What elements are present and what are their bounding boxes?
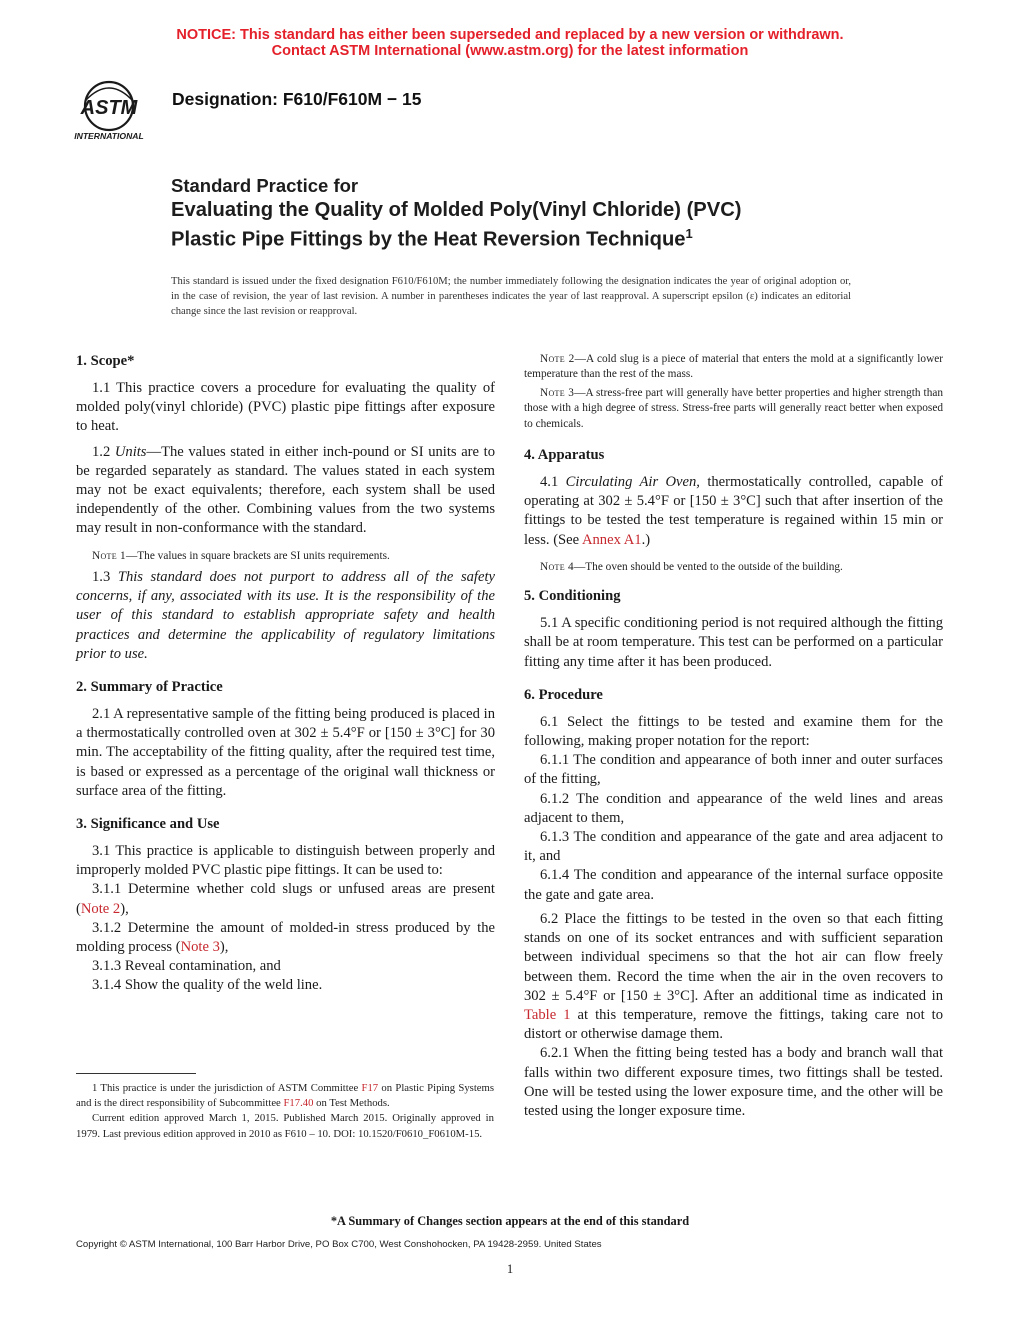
para-6-1-1: 6.1.1 The condition and appearance of both inner and outer surfaces of the fitting, — [524, 752, 943, 788]
para-6-1-4: 6.1.4 The condition and appearance of the internal surface opposite the gate and gate area. — [524, 867, 943, 903]
footnote-1-text-a: 1 This practice is under the jurisdiction of ASTM Committee — [92, 1082, 362, 1094]
para-1-2-rest: —The values stated in either inch-pound or SI units are to be regarded separately as standard. The values stated in each system may not be exact equivalents; therefore, each system shall be used independently of the other. Combining values from the two systems may result in non-conformance with the standard. — [76, 443, 495, 537]
logo-letters: ASTM — [80, 97, 138, 119]
summary-of-changes-notice: *A Summary of Changes section appears at the end of this standard — [330, 1214, 690, 1228]
left-column — [76, 352, 495, 996]
para-3-1-4: 3.1.4 Show the quality of the weld line. — [92, 977, 323, 994]
para-3-1-2-end: ), — [219, 939, 229, 956]
table-1-link[interactable]: Table 1 — [524, 1006, 571, 1023]
title-line-3 — [171, 226, 693, 252]
para-1-3-num: 1.3 — [92, 569, 118, 586]
para-6-2-1: 6.2.1 When the fitting being tested has a body and branch wall that falls within two different exposure times, two fittings shall be tested. One will be tested using the lower exposure time, and the other will be tested using the longer exposure time. — [524, 1045, 943, 1119]
para-4-1-end: .) — [641, 531, 651, 548]
para-4-1 — [524, 473, 943, 550]
note-3 — [524, 386, 943, 432]
para-1-2-em: Units — [114, 443, 147, 460]
notice-line-1: NOTICE: This standard has either been superseded and replaced by a new version or withdrawn. — [176, 27, 844, 43]
section-3-heading: 3. Significance and Use — [76, 816, 220, 833]
note-1-text: —The values in square brackets are SI units requirements. — [125, 549, 390, 562]
notice-line-2: Contact ASTM International (www.astm.org) for the latest information — [271, 43, 749, 59]
astm-logo — [72, 78, 162, 144]
footnote-1 — [76, 1081, 494, 1111]
para-3-1-1 — [76, 880, 495, 918]
title-line-1: Standard Practice for — [171, 175, 359, 196]
para-3-1-2 — [76, 919, 495, 957]
issued-statement: This standard is issued under the fixed designation F610/F610M; the number immediately following the designation indicates the year of original adoption or, in the case of revision, the year of last revision. A number in parentheses indicates the year of last reapproval. A superscript epsilon (ε) indicates an editorial change since the last revision or reapproval. — [171, 276, 851, 317]
note-1 — [76, 549, 495, 564]
section-4-heading: 4. Apparatus — [524, 447, 605, 464]
footnote-1-text-c: on Test Methods. — [313, 1097, 390, 1110]
footnote-edition: Current edition approved March 1, 2015. Published March 2015. Originally approved in 1979. Last previous edition approved in 2010 as F610 – 10. DOI: 10.1520/F0610_F0610M-15. — [76, 1112, 494, 1140]
para-3-1-1-text: 3.1.1 Determine whether cold slugs or unfused areas are present ( — [76, 881, 495, 917]
para-4-1-em: Circulating Air Oven, — [565, 474, 700, 491]
para-4-1-num: 4.1 — [540, 474, 566, 491]
para-5-1: 5.1 A specific conditioning period is not required although the fitting shall be at room temperature. This test can be performed on a particular fitting any time after it has been produced. — [524, 615, 943, 670]
para-2-1: 2.1 A representative sample of the fitting being produced is placed in a thermostatically controlled oven at 302 ± 5.4°F or [150 ± 3°C] for 30 min. The acceptability of the fitting quality, after the required test time, is based or expressed as a percentage of the original wall thickness or surface area of the fitting. — [76, 706, 495, 799]
para-3-1-3: 3.1.3 Reveal contamination, and — [92, 958, 281, 975]
footnote-1-text-b: on Plastic Piping Systems and is the direct responsibility of Subcommittee — [76, 1082, 495, 1110]
para-4-1-rest: thermostatically controlled, capable of operating at 302 ± 5.4°F or [150 ± 3°C] such that after insertion of the fittings to be tested the test temperature is regained within 15 min or less. (See — [524, 474, 943, 548]
para-1-2 — [76, 443, 495, 539]
page-number: 1 — [506, 1262, 514, 1276]
section-1-heading: 1. Scope* — [76, 353, 135, 369]
para-1-1: 1.1 This practice covers a procedure for evaluating the quality of molded poly(vinyl chloride) (PVC) plastic pipe fittings after exposure to heat. — [76, 380, 495, 435]
note-1-label: Note 1 — [92, 549, 126, 562]
note-2-label: Note 2 — [540, 353, 575, 365]
designation: Designation: F610/F610M − 15 — [172, 89, 422, 109]
logo-subtext: INTERNATIONAL — [74, 131, 144, 141]
para-3-1: 3.1 This practice is applicable to distinguish between properly and improperly molded PVC plastic pipe fittings. It can be used to: — [76, 843, 495, 879]
title-footnote-mark: 1 — [685, 226, 693, 241]
title-line-3-text: Plastic Pipe Fittings by the Heat Reversion Technique — [171, 228, 686, 251]
note-2 — [524, 352, 943, 383]
note-4 — [524, 560, 943, 575]
copyright: Copyright © ASTM International, 100 Barr Harbor Drive, PO Box C700, West Conshohocken, PA 19428-2959. United States — [76, 1239, 602, 1250]
note-3-label: Note 3 — [540, 386, 575, 399]
section-6-heading: 6. Procedure — [524, 686, 603, 703]
para-3-1-1-end: ), — [120, 900, 129, 917]
para-1-3 — [76, 568, 495, 664]
footnotes — [76, 1081, 494, 1142]
note-2-link[interactable]: Note 2 — [80, 900, 121, 917]
note-4-text: —The oven should be vented to the outside of the building. — [573, 560, 843, 573]
para-6-2 — [524, 910, 943, 1044]
note-3-link[interactable]: Note 3 — [180, 939, 220, 956]
para-1-2-num: 1.2 — [92, 443, 115, 460]
para-3-1-2-text: 3.1.2 Determine the amount of molded-in stress produced by the molding process ( — [76, 919, 495, 956]
section-5-heading: 5. Conditioning — [524, 588, 621, 605]
title-line-2: Evaluating the Quality of Molded Poly(Vinyl Chloride) (PVC) — [171, 199, 742, 221]
para-6-1-2: 6.1.2 The condition and appearance of the weld lines and areas adjacent to them, — [524, 790, 943, 826]
para-6-1-3: 6.1.3 The condition and appearance of the gate and area adjacent to it, and — [524, 829, 943, 865]
committee-f17-link[interactable]: F17 — [361, 1082, 379, 1094]
annex-a1-link[interactable]: Annex A1 — [581, 531, 642, 548]
right-column — [524, 352, 943, 1121]
para-1-3-em: This standard does not purport to address all of the safety concerns, if any, associated with its use. It is the responsibility of the user of this standard to establish appropriate safety and health practices and determine the applicability of regulatory limitations prior to use. — [76, 569, 495, 662]
section-2-heading: 2. Summary of Practice — [76, 679, 223, 696]
subcommittee-f17-40-link[interactable]: F17.40 — [283, 1097, 314, 1110]
para-6-1: 6.1 Select the fittings to be tested and examine them for the following, making proper notation for the report: — [524, 713, 943, 750]
note-3-text: —A stress-free part will generally have better properties and higher strength than those with a high degree of stress. Stress-free parts will generally react better when exposed to chemicals. — [524, 386, 944, 430]
note-2-text: —A cold slug is a piece of material that enters the mold at a significantly lower temperature than the rest of the mass. — [524, 353, 943, 381]
para-6-2-text-a: 6.2 Place the fittings to be tested in the oven so that each fitting stands on one of its socket entrances and with sufficient separation between individual specimens so that the hot air can flow freely between them. Record the time when the air in the oven recovers to 302 ± 5.4°F or [150 ± 3°C]. After an additional time as indicated in — [524, 910, 943, 1004]
footnote-rule — [76, 1073, 196, 1074]
para-6-2-text-b: at this temperature, remove the fittings, taking care not to distort or otherwise damage them. — [524, 1006, 943, 1043]
note-4-label: Note 4 — [540, 560, 574, 573]
